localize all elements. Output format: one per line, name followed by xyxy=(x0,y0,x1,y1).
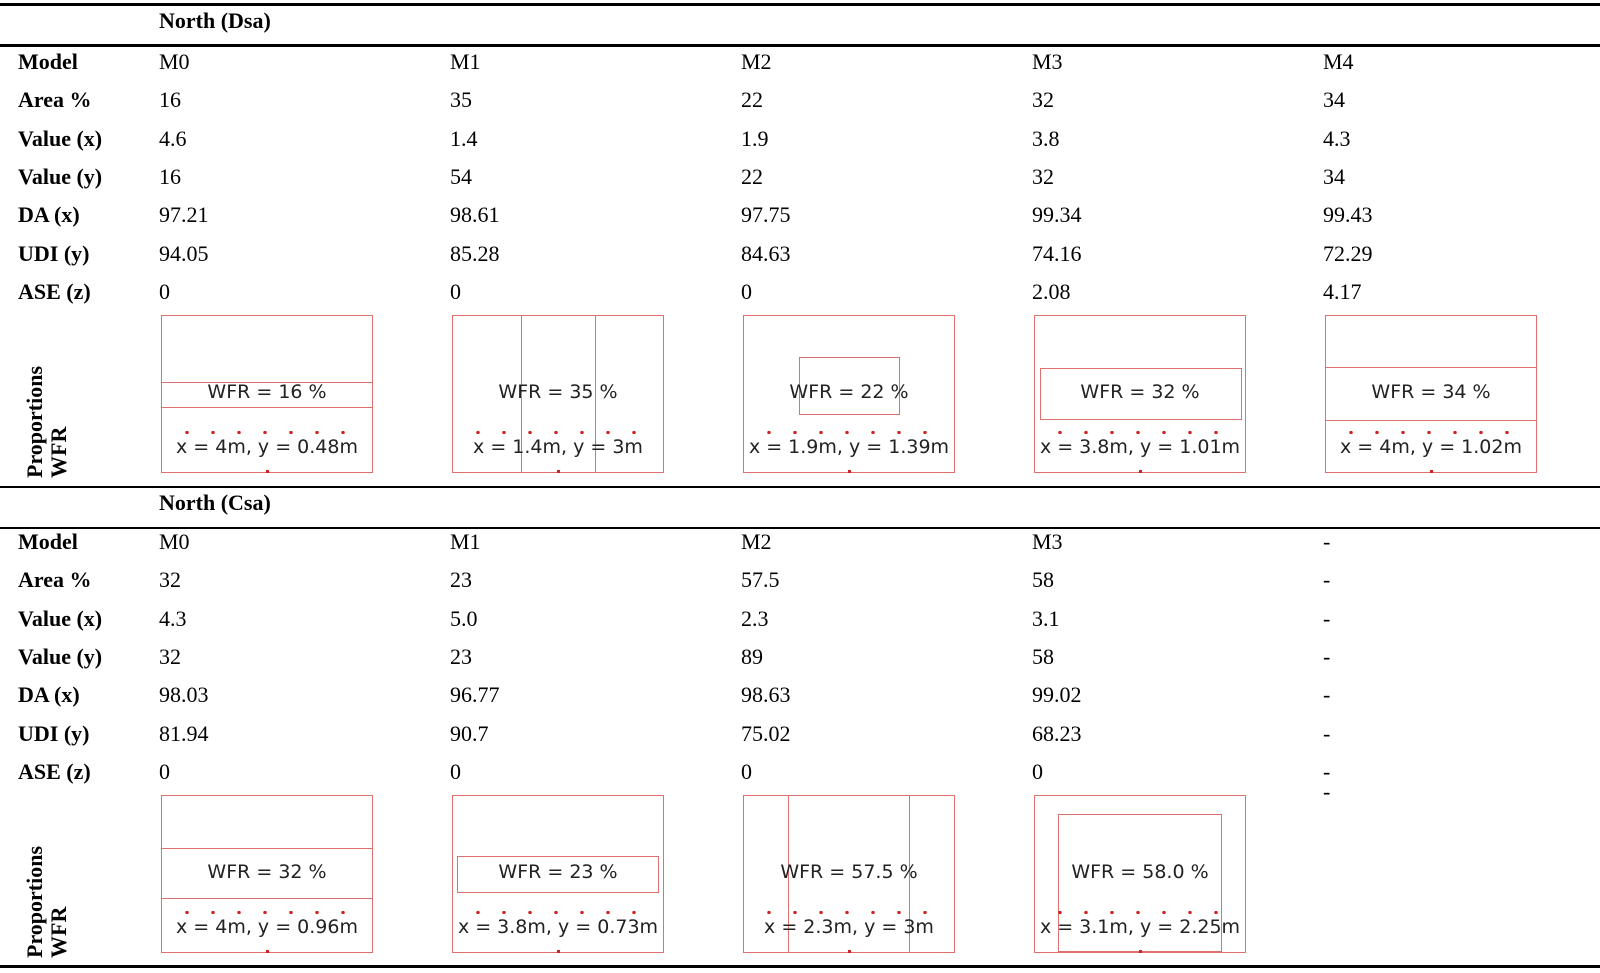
dimension-dots xyxy=(1338,431,1528,434)
table-cell: 0 xyxy=(1032,758,1043,784)
table-cell: 90.7 xyxy=(450,720,489,746)
table-cell: 84.63 xyxy=(741,240,791,266)
dimension-dots xyxy=(465,431,655,434)
row-label: UDI (y) xyxy=(18,240,90,266)
table-cell: 23 xyxy=(450,643,472,669)
table-cell: 0 xyxy=(741,278,752,304)
model-name: M3 xyxy=(1032,49,1063,74)
table-cell: 34 xyxy=(1323,87,1345,113)
wfr-label: WFR = 58.0 % xyxy=(1071,861,1209,883)
wfr-label: WFR = 32 % xyxy=(1080,381,1200,403)
wfr-label: WFR = 23 % xyxy=(498,861,618,883)
table-cell: - xyxy=(1323,567,1331,593)
bottom-marker xyxy=(557,950,560,953)
row-label: ASE (z) xyxy=(18,758,91,784)
table-cell: - xyxy=(1323,643,1331,669)
label-line: WFR xyxy=(46,906,71,958)
row-label: DA (x) xyxy=(18,202,80,228)
dimension-label: x = 4m, y = 0.96m xyxy=(176,916,358,938)
wfr-label: WFR = 34 % xyxy=(1371,381,1491,403)
table-cell: 75.02 xyxy=(741,720,791,746)
model-name: M0 xyxy=(159,529,190,554)
bottom-rule xyxy=(0,965,1600,968)
row-label: Model xyxy=(18,529,78,554)
section-title: North (Dsa) xyxy=(159,8,271,33)
table-cell: 85.28 xyxy=(450,240,500,266)
model-name: M3 xyxy=(1032,529,1063,554)
table-cell: - xyxy=(1323,720,1331,746)
model-name: M1 xyxy=(450,49,481,74)
table-cell: 0 xyxy=(450,278,461,304)
table-cell: 72.29 xyxy=(1323,240,1373,266)
table-cell: 32 xyxy=(159,567,181,593)
table-cell: 4.3 xyxy=(1323,125,1351,151)
dimension-dots xyxy=(756,431,946,434)
table-cell: 0 xyxy=(159,758,170,784)
model-name: M4 xyxy=(1323,49,1354,74)
table-cell: 89 xyxy=(741,643,763,669)
table-cell: 0 xyxy=(450,758,461,784)
table-cell: 4.17 xyxy=(1323,278,1362,304)
row-label: Value (y) xyxy=(18,643,103,669)
row-label: DA (x) xyxy=(18,682,80,708)
row-label: Area % xyxy=(18,87,92,113)
table-cell: 23 xyxy=(450,567,472,593)
table-cell: 57.5 xyxy=(741,567,780,593)
table-cell: 94.05 xyxy=(159,240,209,266)
row-label: Value (y) xyxy=(18,163,103,189)
wfr-label: WFR = 35 % xyxy=(498,381,618,403)
table-cell: 32 xyxy=(1032,87,1054,113)
table-cell: 32 xyxy=(1032,163,1054,189)
header-rule xyxy=(0,527,1600,529)
bottom-marker xyxy=(266,950,269,953)
table-cell: 74.16 xyxy=(1032,240,1082,266)
dimension-dots xyxy=(174,431,364,434)
wfr-diagram xyxy=(161,315,373,473)
table-cell: 99.34 xyxy=(1032,202,1082,228)
dimension-dots xyxy=(756,911,946,914)
dimension-dots xyxy=(174,911,364,914)
dimension-dots xyxy=(1047,911,1237,914)
bottom-marker xyxy=(266,470,269,473)
table-cell: 3.8 xyxy=(1032,125,1060,151)
bottom-marker xyxy=(848,470,851,473)
table-cell: - xyxy=(1323,605,1331,631)
row-label: Value (x) xyxy=(18,605,103,631)
table-cell: 68.23 xyxy=(1032,720,1082,746)
table-cell: 98.63 xyxy=(741,682,791,708)
dimension-label: x = 4m, y = 0.48m xyxy=(176,436,358,458)
label-line: Proportions xyxy=(22,365,47,478)
table-cell: 22 xyxy=(741,163,763,189)
table-cell: - xyxy=(1323,758,1331,784)
wfr-diagram xyxy=(1325,315,1537,473)
section-title: North (Csa) xyxy=(159,490,271,515)
table-cell: 1.4 xyxy=(450,125,478,151)
table-cell: 16 xyxy=(159,87,181,113)
table-cell: 35 xyxy=(450,87,472,113)
row-label: Value (x) xyxy=(18,125,103,151)
table-cell: 96.77 xyxy=(450,682,500,708)
table-cell: 97.21 xyxy=(159,202,209,228)
wfr-diagram xyxy=(1034,795,1246,953)
dimension-label: x = 1.4m, y = 3m xyxy=(473,436,643,458)
header-rule xyxy=(0,44,1600,47)
dimension-dots xyxy=(1047,431,1237,434)
bottom-marker xyxy=(1430,470,1433,473)
table-cell: 98.61 xyxy=(450,202,500,228)
model-name: - xyxy=(1323,529,1331,554)
table-cell: 2.08 xyxy=(1032,278,1071,304)
table-cell: 97.75 xyxy=(741,202,791,228)
dimension-label: x = 3.8m, y = 1.01m xyxy=(1039,436,1241,458)
table-cell: 58 xyxy=(1032,567,1054,593)
wfr-proportions-label xyxy=(23,366,71,478)
wfr-label: WFR = 16 % xyxy=(207,381,327,403)
dimension-dots xyxy=(465,911,655,914)
table-cell: 0 xyxy=(741,758,752,784)
wfr-diagram xyxy=(743,315,955,473)
table-cell: 22 xyxy=(741,87,763,113)
section-separator xyxy=(0,486,1600,488)
bottom-marker xyxy=(848,950,851,953)
table-cell: 5.0 xyxy=(450,605,478,631)
table-cell: 58 xyxy=(1032,643,1054,669)
table-cell: - xyxy=(1323,682,1331,708)
wfr-diagram xyxy=(452,795,664,953)
dimension-label: x = 3.1m, y = 2.25m xyxy=(1039,916,1241,938)
top-rule xyxy=(0,3,1600,6)
table-cell: 2.3 xyxy=(741,605,769,631)
bottom-marker xyxy=(1139,950,1142,953)
table-cell: 1.9 xyxy=(741,125,769,151)
model-name: M0 xyxy=(159,49,190,74)
wfr-diagram xyxy=(743,795,955,953)
table-cell: 99.02 xyxy=(1032,682,1082,708)
table-cell: 3.1 xyxy=(1032,605,1060,631)
table-cell: 4.6 xyxy=(159,125,187,151)
model-name: M2 xyxy=(741,49,772,74)
wfr-proportions-label xyxy=(23,846,71,958)
table-cell: 99.43 xyxy=(1323,202,1373,228)
table-cell: 32 xyxy=(159,643,181,669)
bottom-marker xyxy=(1139,470,1142,473)
model-name: M2 xyxy=(741,529,772,554)
dimension-label: x = 1.9m, y = 1.39m xyxy=(748,436,950,458)
row-label: Model xyxy=(18,49,78,74)
table-cell: 81.94 xyxy=(159,720,209,746)
wfr-diagram xyxy=(1034,315,1246,473)
table-cell: 54 xyxy=(450,163,472,189)
bottom-marker xyxy=(557,470,560,473)
wfr-label: WFR = 22 % xyxy=(789,381,909,403)
table-cell: 0 xyxy=(159,278,170,304)
wfr-label: WFR = 57.5 % xyxy=(780,861,918,883)
model-name: M1 xyxy=(450,529,481,554)
table-cell: 16 xyxy=(159,163,181,189)
row-label: UDI (y) xyxy=(18,720,90,746)
dimension-label: x = 2.3m, y = 3m xyxy=(764,916,934,938)
label-line: Proportions xyxy=(22,845,47,958)
table-cell: 34 xyxy=(1323,163,1345,189)
proportion-placeholder: - xyxy=(1323,779,1331,804)
wfr-diagram xyxy=(161,795,373,953)
dimension-label: x = 3.8m, y = 0.73m xyxy=(457,916,659,938)
row-label: Area % xyxy=(18,567,92,593)
wfr-diagram xyxy=(452,315,664,473)
label-line: WFR xyxy=(46,426,71,478)
row-label: ASE (z) xyxy=(18,278,91,304)
table-cell: 4.3 xyxy=(159,605,187,631)
wfr-label: WFR = 32 % xyxy=(207,861,327,883)
table-cell: 98.03 xyxy=(159,682,209,708)
dimension-label: x = 4m, y = 1.02m xyxy=(1340,436,1522,458)
